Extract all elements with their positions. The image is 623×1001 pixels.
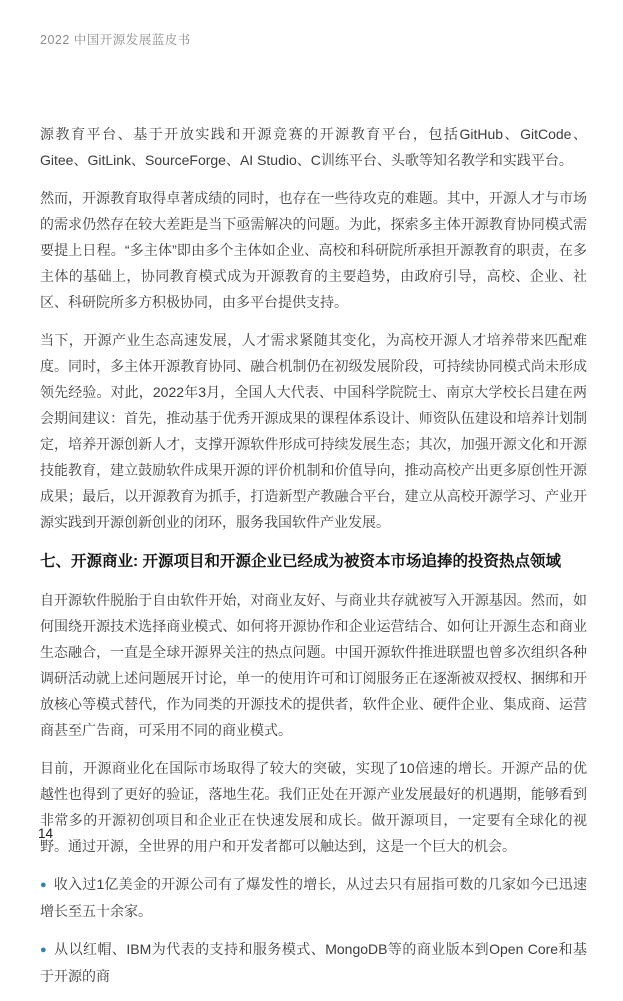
page-number: 14 xyxy=(38,826,54,841)
bullet-list-item xyxy=(40,871,587,924)
body-paragraph: 当下，开源产业生态高速发展，人才需求紧随其变化，为高校开源人才培养带来匹配难度。同时，多主体开源教育协同、融合机制仍在初级发展阶段，可持续协同模式尚未形成领先经验。对此，2022年3月，全国人大代表、中国科学院院士、南京大学校长吕建在两会期间建议：首先，推动基于优秀开源成果的课程体系设计、师资队伍建设和培养计划制定，培养开源创新人才，支撑开源软件形成可持续发展生态；其次，加强开源文化和开源技能教育，建立鼓励软件成果开源的评价机制和价值导向，推动高校产出更多原创性开源成果；最后，以开源教育为抓手，打造新型产教融合平台，建立从高校开源学习、产业开源实践到开源创新创业的闭环，服务我国软件产业发展。 xyxy=(40,332,587,530)
bullet-text: 从以红帽、IBM为代表的支持和服务模式、MongoDB等的商业版本到Open Core和基于开源的商 xyxy=(40,941,587,984)
body-paragraph: 目前，开源商业化在国际市场取得了较大的突破，实现了10倍速的增长。开源产品的优越性也得到了更好的验证，落地生花。我们正处在开源产业发展最好的机遇期，能够看到非常多的开源初创项目和企业正在快速发展和成长。做开源项目，一定要有全球化的视野。通过开源，全世界的用户和开发者都可以触达到，这是一个巨大的机会。 xyxy=(40,760,587,854)
bullet-icon: ● xyxy=(40,879,47,891)
section-heading: 七、开源商业: 开源项目和开源企业已经成为被资本市场追捧的投资热点领域 xyxy=(40,553,561,570)
body-paragraph: 自开源软件脱胎于自由软件开始，对商业友好、与商业共存就被写入开源基因。然而，如何围绕开源技术选择商业模式、如何将开源协作和企业运营结合、如何让开源生态和商业生态融合，一直是全球开源界关注的热点问题。中国开源软件推进联盟也曾多次组织各种调研活动就上述问题展开讨论，单一的使用许可和订阅服务正在逐渐被双授权、捆绑和开放核心等模式替代，作为同类的开源技术的提供者，软件企业、硬件企业、集成商、运营商甚至广告商，可采用不同的商业模式。 xyxy=(40,592,587,738)
running-header: 2022 中国开源发展蓝皮书 xyxy=(40,33,191,47)
body-paragraph: 然而，开源教育取得卓著成绩的同时，也存在一些待攻克的难题。其中，开源人才与市场的需求仍然存在较大差距是当下亟需解决的问题。为此，探索多主体开源教育协同模式需要提上日程。“多主体”即由多个主体如企业、高校和科研院所承担开源教育的职责，在多主体的基础上，协同教育模式成为开源教育的主要趋势，由政府引导，高校、企业、社区、科研院所多方积极协同，由多平台提供支持。 xyxy=(40,190,587,310)
body-paragraph: 源教育平台、基于开放实践和开源竞赛的开源教育平台，包括GitHub、GitCode、Gitee、GitLink、SourceForge、AI Studio、C训练平台、头歌等知名教学和实践平台。 xyxy=(40,126,587,168)
bullet-icon: ● xyxy=(40,944,48,956)
bullet-text: 收入过1亿美金的开源公司有了爆发性的增长，从过去只有屈指可数的几家如今已迅速增长至五十余家。 xyxy=(40,876,587,919)
bullet-list-item xyxy=(40,936,587,989)
page-content xyxy=(40,121,587,1001)
